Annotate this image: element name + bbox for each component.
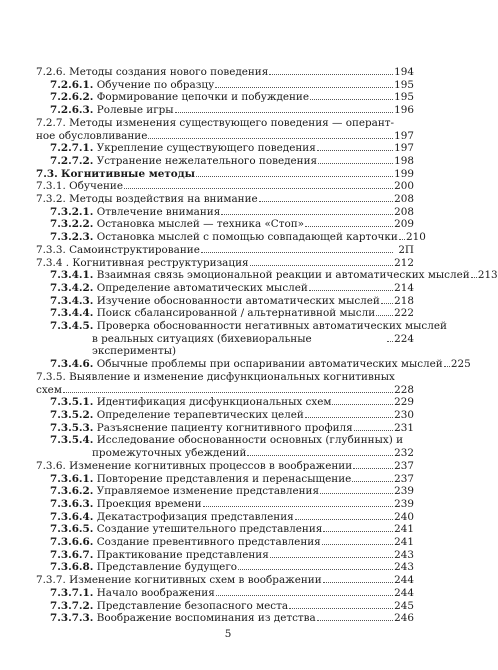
- toc-entry: [36, 257, 414, 270]
- toc-entry-page: 199: [394, 167, 414, 180]
- toc-entry: [36, 485, 414, 498]
- toc-entry: [36, 320, 447, 333]
- toc-leader-dots: [216, 594, 393, 596]
- toc-entry-title: Повторение представления и перенасыщение: [96, 472, 352, 485]
- toc-entry-title: промежуточных убеждений: [92, 447, 247, 460]
- toc-entry-title: Методы создания нового поведения: [69, 66, 269, 78]
- toc-entry-page: 240: [394, 510, 414, 523]
- toc-entry-page: 241: [394, 523, 414, 536]
- toc-entry-title: Проверка обоснованности негативных автоматических мыслей: [96, 320, 447, 333]
- toc-entry: [36, 66, 414, 79]
- toc-leader-dots: [323, 530, 393, 532]
- toc-entry-page: 208: [394, 205, 414, 218]
- toc-entry: [36, 130, 414, 143]
- toc-entry-number: 7.3.4.4.: [50, 307, 94, 320]
- toc-leader-dots: [247, 454, 393, 456]
- toc-leader-dots: [63, 391, 393, 393]
- toc-entry: [36, 333, 414, 358]
- toc-entry-title: Изучение обоснованности автоматических мыслей: [96, 294, 380, 307]
- toc-entry-page: 200: [394, 180, 414, 193]
- toc-leader-dots: [305, 416, 393, 418]
- toc-leader-dots: [387, 340, 393, 342]
- toc-entry-title: Представление будущего: [96, 561, 238, 574]
- toc-entry-number: 7.3.7.: [36, 574, 66, 587]
- toc-entry: [36, 295, 414, 308]
- toc-leader-dots: [381, 302, 393, 304]
- toc-entry: [36, 142, 414, 155]
- toc-entry-page: 197: [394, 129, 414, 142]
- toc-entry-number: 7.3.2.2.: [50, 218, 94, 231]
- toc-entry-number: 7.3.6.8.: [50, 561, 94, 574]
- toc-entry-number: 7.3.3.: [36, 243, 66, 256]
- toc-entry-number: 7.3.4 .: [36, 256, 70, 269]
- toc-entry: [36, 371, 414, 384]
- toc-entry-title: Выявление и изменение дисфункциональных когнитивных: [69, 370, 395, 383]
- toc-entry-title: Формирование цепочки и побуждение: [96, 91, 309, 104]
- toc-leader-dots: [269, 73, 393, 75]
- toc-leader-dots: [148, 137, 393, 139]
- toc-leader-dots: [310, 98, 393, 100]
- toc-entry-title: Обучение по образцу: [96, 78, 215, 91]
- toc-entry: [36, 91, 414, 104]
- toc-entry-page: 196: [394, 104, 414, 117]
- toc-entry: [36, 206, 414, 219]
- toc-entry-number: 7.3.2.3.: [50, 231, 94, 244]
- page-number: 5: [224, 628, 232, 640]
- toc-entry-number: 7.3.6.7.: [50, 548, 94, 561]
- toc-entry-title: Обучение: [69, 180, 123, 193]
- toc-leader-dots: [196, 175, 393, 177]
- toc-entry: [36, 104, 414, 117]
- toc-entry-number: 7.3.5.2.: [50, 408, 94, 421]
- toc-entry-title: Исследование обоснованности основных (глубинных) и: [96, 434, 403, 447]
- toc-entry-title: Управляемое изменение представления: [96, 485, 320, 498]
- toc-entry-page: 2П: [398, 243, 414, 256]
- toc-entry: [36, 574, 414, 587]
- toc-entry-number: 7.3.6.3.: [50, 497, 94, 510]
- toc-entry-page: 228: [394, 383, 414, 396]
- toc-entry-page: 245: [394, 599, 414, 612]
- toc-leader-dots: [175, 111, 393, 113]
- toc-entry-title: Самоинструктирование: [69, 243, 200, 256]
- toc-entry-page: 194: [394, 66, 414, 78]
- toc-entry-number: 7.3.6.4.: [50, 510, 94, 523]
- toc-entry-title: Обычные проблемы при оспаривании автоматических мыслей: [96, 358, 443, 371]
- toc-entry-number: 7.3.5.3.: [50, 421, 94, 434]
- toc-leader-dots: [353, 467, 393, 469]
- toc-leader-dots: [238, 568, 393, 570]
- toc-entry-title: Отвлечение внимания: [96, 205, 221, 218]
- toc-leader-dots: [215, 86, 393, 88]
- toc-entry-title: Поиск сбалансированной / альтернативной мысли: [96, 307, 376, 320]
- toc-entry-title: Укрепление существующего поведения: [96, 142, 316, 155]
- toc-entry-title: Изменение когнитивных процессов в воображении: [69, 459, 353, 472]
- toc-leader-dots: [221, 213, 393, 215]
- table-of-contents: [36, 66, 498, 625]
- toc-entry-page: 244: [394, 574, 414, 587]
- toc-entry-page: 237: [394, 472, 414, 485]
- toc-entry: [36, 155, 414, 168]
- toc-entry: [36, 307, 414, 320]
- toc-entry: [36, 422, 414, 435]
- toc-entry: [36, 396, 414, 409]
- toc-entry: [36, 79, 414, 92]
- toc-entry: [36, 117, 414, 130]
- toc-entry-page: 231: [394, 421, 414, 434]
- toc-entry-page: 222: [394, 307, 414, 320]
- toc-entry-title: Ролевые игры: [96, 104, 174, 117]
- toc-entry: [36, 587, 414, 600]
- toc-entry-title: Создание превентивного представления: [96, 536, 321, 549]
- toc-entry-title: Начало воображения: [96, 586, 215, 599]
- toc-leader-dots: [376, 314, 393, 316]
- toc-entry-number: 7.3.5.1.: [50, 396, 94, 409]
- toc-entry-number: 7.3.7.3.: [50, 612, 94, 625]
- toc-leader-dots: [259, 200, 393, 202]
- toc-entry-title: Воображение воспоминания из детства: [96, 612, 316, 625]
- toc-entry-page: 213: [477, 269, 498, 282]
- toc-entry: [36, 612, 414, 625]
- toc-entry-page: 212: [394, 256, 414, 269]
- toc-entry-number: 7.3.7.1.: [50, 586, 94, 599]
- toc-entry-number: 7.2.6.2.: [50, 91, 94, 104]
- toc-leader-dots: [295, 518, 393, 520]
- toc-entry-number: 7.3.4.6.: [50, 358, 94, 371]
- toc-leader-dots: [322, 543, 393, 545]
- toc-entry-title: Взаимная связь эмоциональной реакции и автоматических мыслей: [96, 269, 470, 282]
- toc-entry-number: 7.3.5.4.: [50, 434, 94, 447]
- toc-entry: [36, 561, 414, 574]
- toc-entry-title: в реальных ситуациях (бихевиоральные эксперименты): [92, 332, 312, 358]
- toc-entry-number: 7.3.4.1.: [50, 269, 94, 282]
- toc-entry-number: 7.3.4.3.: [50, 294, 94, 307]
- toc-entry: [36, 269, 498, 282]
- toc-leader-dots: [354, 429, 393, 431]
- toc-entry-page: 210: [405, 231, 426, 244]
- toc-leader-dots: [317, 149, 393, 151]
- toc-entry-number: 7.3.2.1.: [50, 205, 94, 218]
- toc-leader-dots: [203, 505, 393, 507]
- toc-entry-title: Представление безопасного места: [96, 599, 289, 612]
- toc-entry: [36, 231, 426, 244]
- toc-entry-number: 7.3.6.1.: [50, 472, 94, 485]
- toc-leader-dots: [318, 162, 393, 164]
- toc-entry-page: 243: [394, 548, 414, 561]
- toc-entry-page: 224: [394, 332, 414, 345]
- toc-entry-number: 7.2.6.3.: [50, 104, 94, 117]
- toc-entry-number: 7.3.6.6.: [50, 536, 94, 549]
- toc-entry-title: Методы воздействия на внимание: [69, 193, 258, 206]
- toc-entry-page: 195: [394, 91, 414, 104]
- toc-entry-number: 7.3.: [36, 167, 58, 180]
- toc-entry-page: 244: [394, 586, 414, 599]
- toc-leader-dots: [305, 225, 393, 227]
- toc-entry-title: Остановка мыслей — техника «Стоп»: [96, 218, 305, 231]
- toc-entry-number: 7.3.2.: [36, 193, 66, 206]
- toc-entry-title: Изменение когнитивных схем в воображении: [69, 574, 322, 587]
- toc-entry-number: 7.3.4.5.: [50, 320, 94, 333]
- toc-entry-page: 239: [394, 485, 414, 498]
- toc-entry: [36, 523, 414, 536]
- toc-entry-number: 7.3.6.2.: [50, 485, 94, 498]
- toc-leader-dots: [320, 492, 393, 494]
- toc-leader-dots: [444, 365, 450, 367]
- toc-entry-title: Идентификация дисфункциональных схем: [96, 396, 332, 409]
- toc-entry-number: 7.2.7.2.: [50, 154, 94, 167]
- toc-entry-page: 218: [394, 294, 414, 307]
- toc-entry-number: 7.2.7.1.: [50, 142, 94, 155]
- toc-entry: [36, 168, 414, 181]
- toc-leader-dots: [323, 581, 393, 583]
- toc-entry-page: 230: [394, 408, 414, 421]
- toc-entry-number: 7.3.7.2.: [50, 599, 94, 612]
- toc-leader-dots: [309, 289, 393, 291]
- toc-leader-dots: [352, 480, 393, 482]
- toc-entry-number: 7.3.4.2.: [50, 281, 94, 294]
- toc-entry-number: 7.2.7.: [36, 116, 66, 129]
- toc-entry-number: 7.2.6.1.: [50, 78, 94, 91]
- toc-entry-page: 239: [394, 497, 414, 510]
- toc-entry: [36, 460, 414, 473]
- toc-entry: [36, 549, 414, 562]
- toc-entry: [36, 473, 414, 486]
- toc-entry-title: Когнитивные методы: [61, 167, 196, 180]
- toc-entry-number: 7.3.5.: [36, 370, 66, 383]
- toc-entry: [36, 600, 414, 613]
- toc-entry-title: Определение автоматических мыслей: [96, 281, 308, 294]
- toc-entry-page: 237: [394, 459, 414, 472]
- toc-leader-dots: [124, 187, 393, 189]
- toc-entry-page: 246: [394, 612, 414, 625]
- toc-entry-title: Создание утешительного представления: [96, 523, 323, 536]
- toc-leader-dots: [317, 619, 393, 621]
- toc-entry: [36, 218, 414, 231]
- toc-entry-number: 7.3.6.5.: [50, 523, 94, 536]
- toc-entry: [36, 511, 414, 524]
- toc-entry: [36, 447, 414, 460]
- toc-entry-page: 225: [450, 358, 471, 371]
- toc-entry-title: Остановка мыслей с помощью совпадающей карточки: [96, 231, 398, 244]
- toc-entry: [36, 358, 471, 371]
- toc-entry: [36, 536, 414, 549]
- toc-entry: [36, 193, 414, 206]
- toc-entry-page: 209: [394, 218, 414, 231]
- toc-entry: [36, 498, 414, 511]
- toc-entry: [36, 282, 414, 295]
- toc-entry-page: 232: [394, 447, 414, 460]
- toc-entry-title: Декатастрофизация представления: [96, 510, 294, 523]
- toc-leader-dots: [289, 607, 393, 609]
- toc-entry: [36, 244, 414, 257]
- toc-entry-title: схем: [36, 383, 62, 396]
- toc-entry-page: 229: [394, 396, 414, 409]
- toc-leader-dots: [270, 556, 393, 558]
- toc-leader-dots: [250, 264, 393, 266]
- toc-entry-title: Практикование представления: [96, 548, 269, 561]
- toc-entry: [36, 384, 414, 397]
- toc-entry: [36, 409, 414, 422]
- toc-leader-dots: [201, 251, 393, 253]
- toc-entry-page: 214: [394, 281, 414, 294]
- toc-entry-page: 197: [394, 142, 414, 155]
- toc-entry-title: Определение терапевтических целей: [96, 408, 304, 421]
- toc-entry-page: 241: [394, 536, 414, 549]
- toc-entry-page: 198: [394, 154, 414, 167]
- toc-entry-title: Проекция времени: [96, 497, 202, 510]
- toc-entry-title: Устранение нежелательного поведения: [96, 154, 318, 167]
- toc-leader-dots: [399, 238, 405, 240]
- toc-entry-title: Разъяснение пациенту когнитивного профиля: [96, 421, 353, 434]
- toc-entry-number: 7.3.6.: [36, 459, 66, 472]
- toc-entry-number: 7.3.1.: [36, 180, 66, 193]
- toc-entry-page: 195: [394, 78, 414, 91]
- toc-entry-title: Когнитивная реструктуризация: [72, 256, 249, 269]
- toc-entry-page: 243: [394, 561, 414, 574]
- toc-entry-title: ное обусловливание: [36, 129, 148, 142]
- toc-entry: [36, 434, 414, 447]
- toc-entry-title: Методы изменения существующего поведения — оперант-: [69, 116, 395, 129]
- toc-entry-page: 208: [394, 193, 414, 206]
- toc-leader-dots: [332, 403, 393, 405]
- toc-entry: [36, 180, 414, 193]
- toc-leader-dots: [471, 276, 477, 278]
- toc-entry-number: 7.2.6.: [36, 66, 66, 78]
